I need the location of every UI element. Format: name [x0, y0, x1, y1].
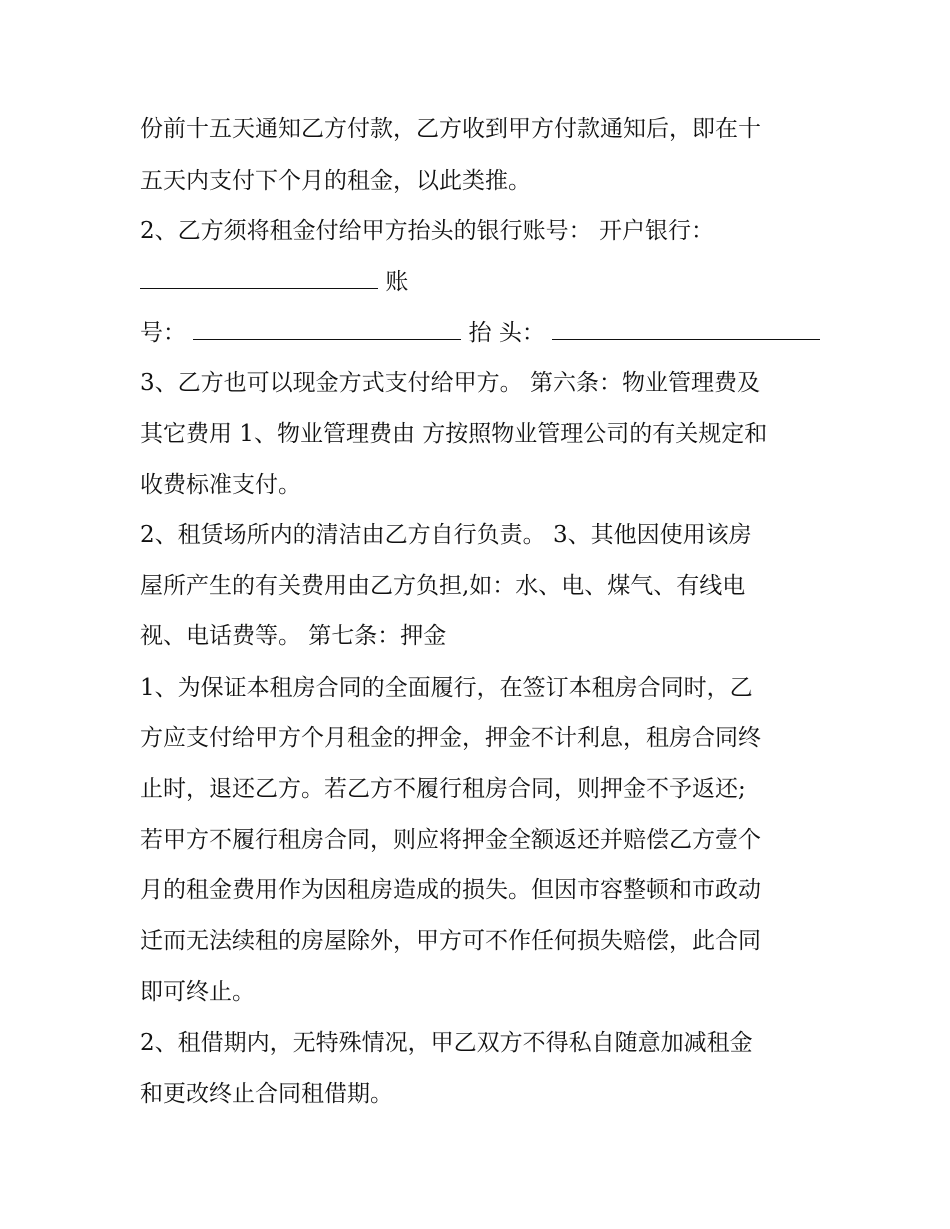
text-line: 份前十五天通知乙方付款，乙方收到甲方付款通知后，即在十	[140, 116, 761, 142]
text-line: 3、乙方也可以现金方式支付给甲方。 第六条：物业管理费及	[140, 370, 760, 396]
text-line: 和更改终止合同租借期。	[140, 1081, 393, 1107]
text-line: 2、租赁场所内的清洁由乙方自行负责。 3、其他因使用该房	[140, 522, 752, 548]
header-blank	[552, 319, 820, 340]
bank-name-blank	[140, 268, 378, 289]
text-line: 方应支付给甲方个月租金的押金，押金不计利息，租房合同终	[140, 725, 761, 751]
text-line: 止时，退还乙方。若乙方不履行租房合同，则押金不予返还;	[140, 776, 746, 802]
text-line: 屋所产生的有关费用由乙方负担,如：水、电、煤气、有线电	[140, 573, 746, 599]
header-label: 抬 头：	[468, 320, 545, 346]
text-line: 月的租金费用作为因租房造成的损失。但因市容整顿和市政动	[140, 877, 761, 903]
text-line: 其它费用 1、物业管理费由 方按照物业管理公司的有关规定和	[140, 421, 768, 447]
text-line: 即可终止。	[140, 979, 255, 1005]
text-line: 2、租借期内，无特殊情况，甲乙双方不得私自随意加减租金	[140, 1030, 753, 1056]
account-label-start: 账	[385, 269, 409, 295]
text-line: 1、为保证本租房合同的全面履行，在签订本租房合同时，乙	[140, 675, 753, 701]
text-line: 若甲方不履行租房合同，则应将押金全额返还并赔偿乙方壹个	[140, 827, 761, 853]
account-number-blank	[193, 319, 461, 340]
bank-name-line	[140, 267, 820, 297]
text-line: 收费标准支付。	[140, 472, 301, 498]
account-label-end: 号：	[140, 320, 186, 346]
text-line: 迁而无法续租的房屋除外，甲方可不作任何损失赔偿，此合同	[140, 928, 761, 954]
text-line: 五天内支付下个月的租金，以此类推。	[140, 168, 531, 194]
account-header-line	[140, 318, 820, 348]
text-line: 视、电话费等。 第七条：押金	[140, 623, 447, 649]
text-line: 2、乙方须将租金付给甲方抬头的银行账号： 开户银行：	[140, 218, 714, 244]
